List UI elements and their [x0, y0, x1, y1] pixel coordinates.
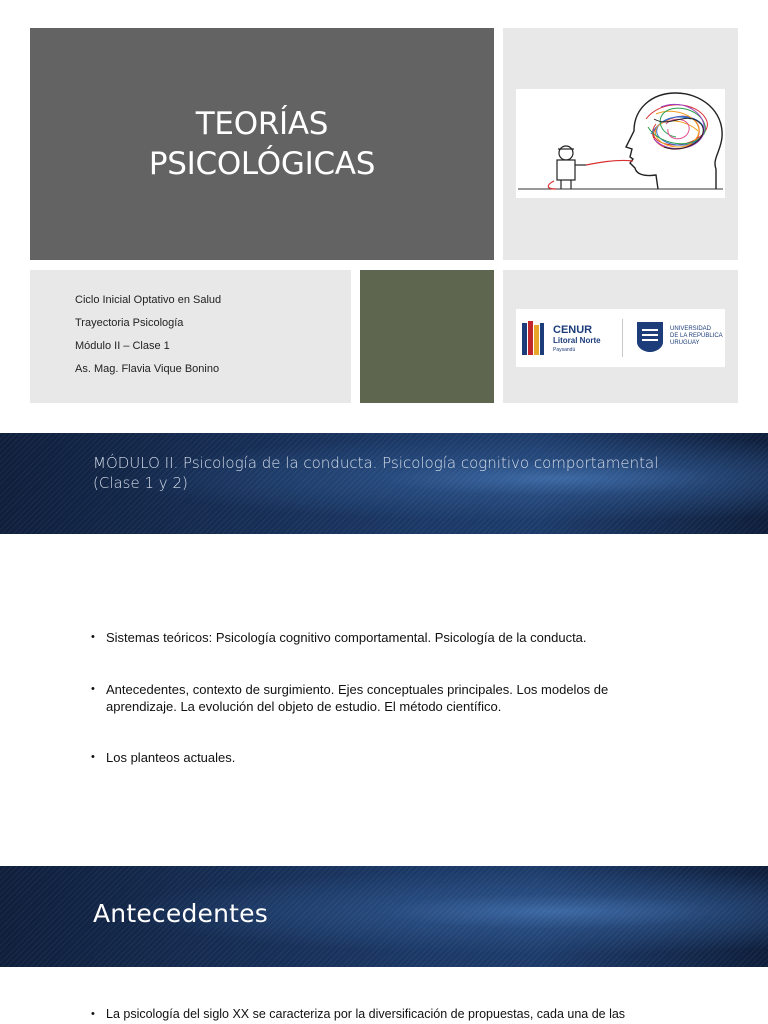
course-info-line: As. Mag. Flavia Vique Bonino	[75, 363, 220, 375]
title-panel	[30, 28, 494, 260]
institution-logos	[516, 309, 725, 367]
bullet-glyph: •	[91, 751, 95, 763]
udelar-logo-icon	[637, 322, 663, 352]
bullet-text: La psicología del siglo XX se caracteriza por la diversificación de propuestas, cada una de las	[106, 1007, 626, 1021]
cenur-logo-subtext: Litoral Norte	[553, 336, 601, 345]
cenur-logo-icon	[522, 321, 544, 355]
bullet-glyph: •	[91, 683, 95, 695]
module-banner	[0, 433, 768, 534]
illustration-image	[516, 89, 725, 198]
bullet-glyph: •	[91, 631, 95, 643]
decorative-olive-panel	[360, 270, 494, 403]
cenur-logo-city: Paysandú	[553, 347, 576, 353]
title-line-2: PSICOLÓGICAS	[148, 146, 376, 182]
logo-panel	[503, 270, 738, 403]
bullet-item	[88, 681, 688, 715]
bullet-glyph: •	[91, 1008, 95, 1020]
udelar-logo-text-3: URUGUAY	[670, 340, 700, 346]
course-info-line: Módulo II – Clase 1	[75, 340, 170, 352]
bullet-text: Los planteos actuales.	[106, 750, 236, 765]
cenur-logo-text: CENUR	[553, 324, 593, 336]
doctor-head-scribble-illustration	[516, 89, 725, 198]
udelar-logo-text-2: DE LA REPÚBLICA	[670, 333, 723, 339]
content-bullet-list	[88, 1006, 688, 1023]
module-banner-line-1: MÓDULO II. Psicología de la conducta. Psicología cognitivo comportamental	[93, 454, 659, 472]
module-banner-text	[93, 453, 683, 493]
slide-title	[149, 104, 375, 184]
course-info-panel	[30, 270, 351, 403]
content-bullet-list	[88, 749, 688, 766]
bullet-item	[88, 749, 688, 766]
section-banner	[0, 866, 768, 967]
bullet-item	[88, 629, 688, 646]
title-line-1: TEORÍAS	[195, 106, 329, 142]
udelar-logo-text-1: UNIVERSIDAD	[670, 326, 712, 332]
bullet-text: Sistemas teóricos: Psicología cognitivo comportamental. Psicología de la conducta.	[106, 630, 587, 645]
content-bullet-list	[88, 629, 688, 646]
bullet-item	[88, 1006, 688, 1023]
logo-divider	[622, 319, 623, 357]
course-info-line: Ciclo Inicial Optativo en Salud	[75, 294, 222, 306]
illustration-panel	[503, 28, 738, 260]
bullet-text: aprendizaje. La evolución del objeto de estudio. El método científico.	[106, 699, 502, 714]
section-title: Antecedentes	[93, 899, 268, 928]
module-banner-line-2: (Clase 1 y 2)	[93, 474, 188, 492]
content-bullet-list	[88, 681, 688, 715]
bullet-text: Antecedentes, contexto de surgimiento. Ejes conceptuales principales. Los modelos de	[106, 682, 609, 697]
course-info-list	[75, 293, 221, 385]
course-info-line: Trayectoria Psicología	[75, 317, 184, 329]
